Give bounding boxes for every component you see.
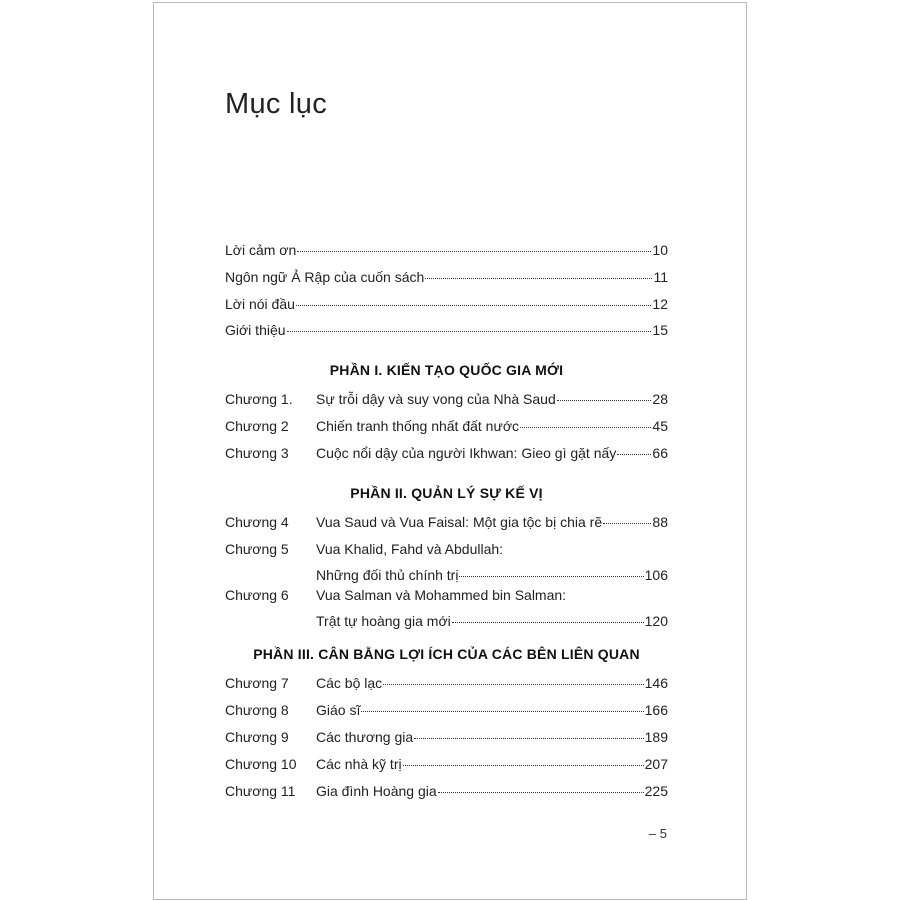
chapter-page: 66 (652, 445, 668, 461)
chapter-title: Cuộc nổi dậy của người Ikhwan: Gieo gì gặt nấy (316, 445, 617, 461)
dot-leader (296, 305, 652, 306)
dot-leader (287, 331, 652, 332)
chapter-number: Chương 1. (225, 391, 293, 407)
entry-page: 11 (653, 269, 668, 285)
chapter-title: Vua Khalid, Fahd và Abdullah: (316, 541, 504, 557)
chapter-entry (225, 416, 668, 436)
entry-title: Lời cảm ơn (225, 242, 297, 258)
toc-entry (225, 267, 668, 287)
chapter-title: Chiến tranh thống nhất đất nước (316, 418, 520, 434)
chapter-number: Chương 6 (225, 587, 289, 603)
chapter-page: 106 (644, 567, 668, 583)
chapter-entry (225, 389, 668, 409)
toc-entry (225, 294, 668, 314)
chapter-title: Vua Saud và Vua Faisal: Một gia tộc bị chia rẽ (316, 514, 603, 530)
chapter-title: Sự trỗi dậy và suy vong của Nhà Saud (316, 391, 556, 407)
dot-leader (425, 278, 652, 279)
chapter-page: 225 (644, 783, 668, 799)
chapter-subtitle: Những đối thủ chính trị (316, 567, 459, 583)
chapter-entry (225, 700, 668, 720)
chapter-number: Chương 3 (225, 445, 289, 461)
dot-leader (452, 622, 644, 623)
chapter-entry (225, 727, 668, 747)
chapter-title: Các thương gia (316, 729, 414, 745)
chapter-title: Giáo sĩ (316, 702, 361, 718)
entry-page: 12 (652, 296, 668, 312)
chapter-page: 207 (644, 756, 668, 772)
chapter-title: Các nhà kỹ trị (316, 756, 402, 772)
chapter-entry (225, 781, 668, 801)
chapter-title-block (316, 585, 668, 631)
chapter-page: 45 (652, 418, 668, 434)
chapter-number: Chương 4 (225, 514, 289, 530)
chapter-page: 166 (644, 702, 668, 718)
chapter-title: Vua Salman và Mohammed bin Salman: (316, 587, 567, 603)
chapter-page: 88 (652, 514, 668, 530)
chapter-number: Chương 7 (225, 675, 289, 691)
toc-entry (225, 240, 668, 260)
chapter-title: Các bộ lạc (316, 675, 383, 691)
chapter-title-line2 (316, 611, 668, 631)
dot-leader (297, 251, 651, 252)
part-heading: PHẦN III. CÂN BẰNG LỢI ÍCH CỦA CÁC BÊN LIÊN QUAN (253, 646, 640, 662)
chapter-page: 189 (644, 729, 668, 745)
dot-leader (403, 765, 644, 766)
chapter-number: Chương 8 (225, 702, 289, 718)
chapter-number: Chương 2 (225, 418, 289, 434)
dot-leader (459, 576, 643, 577)
dot-leader (557, 400, 652, 401)
chapter-title-block (316, 539, 668, 585)
chapter-entry (225, 512, 668, 532)
chapter-entry (225, 539, 668, 585)
part-heading: PHẦN I. KIẾN TẠO QUỐC GIA MỚI (329, 362, 564, 378)
dot-leader (438, 792, 644, 793)
chapter-number: Chương 10 (225, 756, 297, 772)
chapter-page: 120 (644, 613, 668, 629)
entry-page: 10 (652, 242, 668, 258)
entry-title: Giới thiệu (225, 322, 286, 338)
entry-title: Ngôn ngữ Ả Rập của cuốn sách (225, 269, 425, 285)
page-title: Mục lục (225, 88, 328, 120)
dot-leader (617, 454, 651, 455)
chapter-number: Chương 5 (225, 541, 289, 557)
chapter-title: Gia đình Hoàng gia (316, 783, 437, 799)
chapter-number: Chương 9 (225, 729, 289, 745)
dot-leader (603, 523, 651, 524)
chapter-page: 146 (644, 675, 668, 691)
chapter-title-line2 (316, 565, 668, 585)
dot-leader (361, 711, 643, 712)
toc-entry (225, 320, 668, 340)
entry-title: Lời nói đầu (225, 296, 295, 312)
chapter-number: Chương 11 (225, 783, 296, 799)
chapter-entry (225, 673, 668, 693)
entry-page: 15 (652, 322, 668, 338)
chapter-subtitle: Trật tự hoàng gia mới (316, 613, 451, 629)
page-number: – 5 (648, 826, 667, 841)
chapter-page: 28 (652, 391, 668, 407)
dot-leader (520, 427, 651, 428)
part-heading: PHẦN II. QUẢN LÝ SỰ KẾ VỊ (350, 485, 543, 501)
dot-leader (383, 684, 643, 685)
chapter-entry (225, 443, 668, 463)
chapter-entry (225, 585, 668, 631)
dot-leader (414, 738, 643, 739)
chapter-entry (225, 754, 668, 774)
